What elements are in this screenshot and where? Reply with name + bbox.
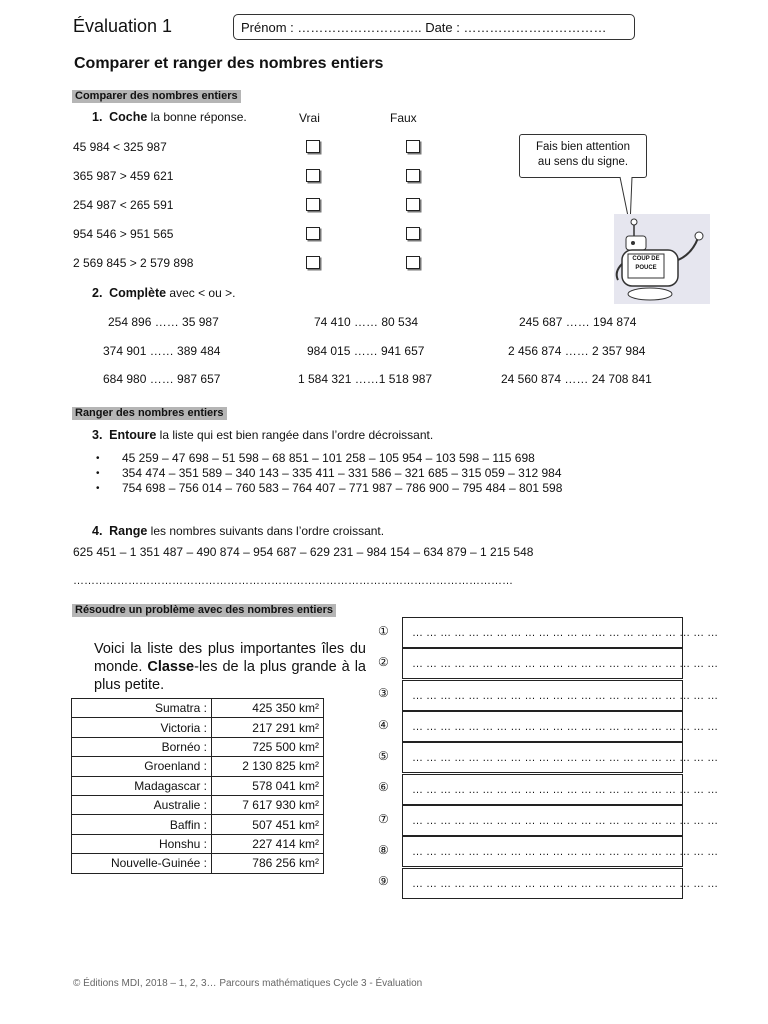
checkbox-vrai-2[interactable] [306, 169, 320, 182]
answer-number: ⑦ [378, 812, 389, 826]
island-name: Victoria : [72, 718, 212, 737]
checkbox-vrai-1[interactable] [306, 140, 320, 153]
answer-line-8[interactable]: … … … … … … … … … … … … … … … … … … … … … … [402, 836, 683, 867]
question-1 [92, 110, 247, 124]
island-name: Honshu : [72, 834, 212, 853]
answer-number: ① [378, 624, 389, 638]
islands-table [71, 698, 324, 874]
island-area: 507 451 km² [212, 815, 324, 834]
list-item[interactable]: • 754 698 – 756 014 – 760 583 – 764 407 – 771 987 – 786 900 – 795 484 – 801 598 [96, 481, 562, 496]
compare-item[interactable]: 74 410 …… 80 534 [314, 315, 419, 329]
statement-3: 254 987 < 265 591 [73, 198, 174, 212]
island-area: 578 041 km² [212, 776, 324, 795]
island-area: 725 500 km² [212, 737, 324, 756]
table-row [72, 737, 324, 756]
page-title: Évaluation 1 [73, 16, 173, 36]
compare-item[interactable]: 245 687 …… 194 874 [519, 315, 637, 329]
column-vrai: Vrai [299, 111, 320, 125]
checkbox-vrai-3[interactable] [306, 198, 320, 211]
compare-item[interactable]: 984 015 …… 941 657 [307, 344, 425, 358]
question-2 [92, 286, 235, 300]
q2-number: 2. [92, 286, 103, 300]
list-item[interactable]: • 354 474 – 351 589 – 340 143 – 335 411 – 331 586 – 321 685 – 315 059 – 312 984 [96, 466, 562, 481]
answer-line-3[interactable]: … … … … … … … … … … … … … … … … … … … … … … [402, 680, 683, 711]
island-name: Groenland : [72, 757, 212, 776]
question-3 [92, 428, 433, 442]
hint-line-2: au sens du signe. [537, 156, 629, 168]
badge-line-1: COUP DE [632, 256, 660, 262]
answer-number: ② [378, 655, 389, 669]
table-row [72, 795, 324, 814]
robot-mascot-icon [614, 214, 710, 304]
checkbox-vrai-5[interactable] [306, 256, 320, 269]
q4-answer-line[interactable]: ………………………………………………………………………………………………………… [73, 575, 513, 587]
island-area: 217 291 km² [212, 718, 324, 737]
question-4 [92, 524, 384, 538]
intro-prefix: Voici la liste des plus importantes îles du monde. [94, 641, 366, 675]
problem-intro [94, 640, 366, 694]
intro-bold: Classe [147, 659, 195, 675]
island-area: 786 256 km² [212, 854, 324, 873]
list-item[interactable]: • 45 259 – 47 698 – 51 598 – 68 851 – 101 258 – 105 954 – 103 598 – 115 698 [96, 451, 562, 466]
table-row [72, 718, 324, 737]
hint-bubble [519, 134, 647, 178]
robot-badge [629, 255, 663, 273]
q1-number: 1. [92, 110, 103, 124]
answer-number: ⑤ [378, 749, 389, 763]
table-row [72, 854, 324, 873]
answer-number: ⑨ [378, 874, 389, 888]
statement-2: 365 987 > 459 621 [73, 169, 174, 183]
island-area: 227 414 km² [212, 834, 324, 853]
table-row [72, 699, 324, 718]
answer-line-6[interactable]: … … … … … … … … … … … … … … … … … … … … … … [402, 774, 683, 805]
q4-number: 4. [92, 524, 103, 538]
table-row [72, 834, 324, 853]
checkbox-faux-1[interactable] [406, 140, 420, 153]
island-name: Sumatra : [72, 699, 212, 718]
q1-text: la bonne réponse. [147, 110, 247, 124]
statement-1: 45 984 < 325 987 [73, 140, 167, 154]
answer-number: ③ [378, 686, 389, 700]
table-row [72, 776, 324, 795]
answer-number: ④ [378, 718, 389, 732]
answer-line-9[interactable]: … … … … … … … … … … … … … … … … … … … … … … [402, 868, 683, 899]
checkbox-vrai-4[interactable] [306, 227, 320, 240]
island-name: Bornéo : [72, 737, 212, 756]
q3-number: 3. [92, 428, 103, 442]
q4-text: les nombres suivants dans l’ordre croissant. [147, 524, 385, 538]
section-problem-header: Résoudre un problème avec des nombres entiers [72, 604, 336, 617]
answer-line-1[interactable]: … … … … … … … … … … … … … … … … … … … … … … [402, 617, 683, 648]
compare-item[interactable]: 374 901 …… 389 484 [103, 344, 221, 358]
q3-bold: Entoure [109, 428, 157, 442]
page-subtitle: Comparer et ranger des nombres entiers [74, 55, 384, 72]
compare-item[interactable]: 1 584 321 ……1 518 987 [298, 372, 433, 386]
answer-number: ⑧ [378, 843, 389, 857]
table-row [72, 757, 324, 776]
q4-numbers: 625 451 – 1 351 487 – 490 874 – 954 687 – 629 231 – 984 154 – 634 879 – 1 215 548 [73, 545, 534, 559]
answer-number: ⑥ [378, 780, 389, 794]
statement-4: 954 546 > 951 565 [73, 227, 174, 241]
answer-line-2[interactable]: … … … … … … … … … … … … … … … … … … … … … … [402, 648, 683, 679]
badge-line-2: POUCE [635, 265, 657, 271]
statement-5: 2 569 845 > 2 579 898 [73, 256, 194, 270]
island-name: Australie : [72, 795, 212, 814]
q2-bold: Complète [109, 286, 167, 300]
q2-text: avec < ou >. [166, 286, 236, 300]
compare-item[interactable]: 2 456 874 …… 2 357 984 [508, 344, 646, 358]
island-area: 7 617 930 km² [212, 795, 324, 814]
table-row [72, 815, 324, 834]
checkbox-faux-2[interactable] [406, 169, 420, 182]
column-faux: Faux [390, 111, 417, 125]
island-area: 425 350 km² [212, 699, 324, 718]
compare-item[interactable]: 254 896 …… 35 987 [108, 315, 219, 329]
island-name: Nouvelle-Guinée : [72, 854, 212, 873]
section-compare-header: Comparer des nombres entiers [72, 90, 241, 103]
footer-copyright: © Éditions MDI, 2018 – 1, 2, 3… Parcours mathématiques Cycle 3 - Évaluation [73, 978, 423, 989]
compare-item[interactable]: 684 980 …… 987 657 [103, 372, 221, 386]
answer-line-5[interactable]: … … … … … … … … … … … … … … … … … … … … … … [402, 742, 683, 773]
hint-line-1: Fais bien attention [536, 141, 630, 153]
ordered-lists [96, 451, 562, 496]
answer-line-4[interactable]: … … … … … … … … … … … … … … … … … … … … … … [402, 711, 683, 742]
intro-suffix: -les de la plus grande à la plus petite. [94, 659, 366, 693]
island-area: 2 130 825 km² [212, 757, 324, 776]
checkbox-faux-4[interactable] [406, 227, 420, 240]
island-name: Baffin : [72, 815, 212, 834]
checkbox-faux-5[interactable] [406, 256, 420, 269]
q4-bold: Range [109, 524, 148, 538]
answer-line-7[interactable]: … … … … … … … … … … … … … … … … … … … … … … [402, 805, 683, 836]
q1-bold: Coche [109, 110, 148, 124]
section-rank-header: Ranger des nombres entiers [72, 407, 227, 420]
checkbox-faux-3[interactable] [406, 198, 420, 211]
compare-item[interactable]: 24 560 874 …… 24 708 841 [501, 372, 652, 386]
name-date-field[interactable]: Prénom : ……………………….. Date : …………………………… [233, 14, 635, 40]
q3-text: la liste qui est bien rangée dans l’ordre décroissant. [156, 428, 434, 442]
island-name: Madagascar : [72, 776, 212, 795]
